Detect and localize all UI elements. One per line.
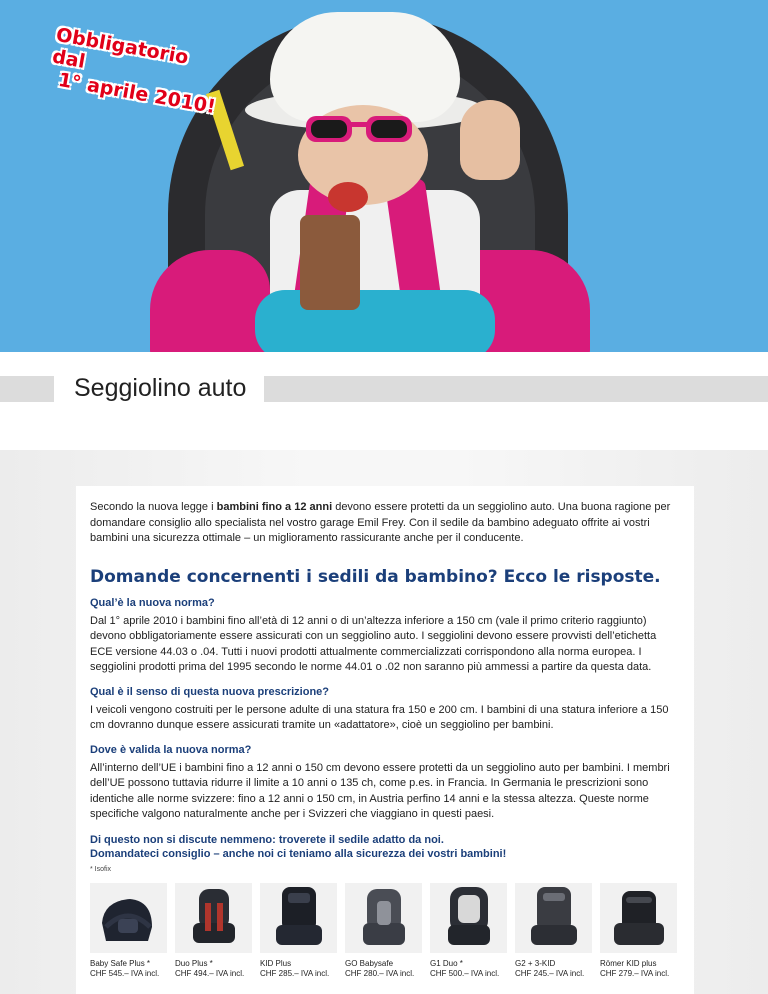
faq-item bbox=[90, 686, 680, 734]
booster-seat-icon bbox=[260, 883, 337, 953]
product-price: CHF 500.– IVA incl. bbox=[430, 969, 500, 978]
sunglasses-icon bbox=[300, 108, 420, 148]
product-image bbox=[90, 883, 167, 953]
badge-line-1: Obbligatorio dal bbox=[50, 23, 191, 73]
product-image bbox=[345, 883, 422, 953]
product-image bbox=[430, 883, 507, 953]
seat-side-pad-left bbox=[150, 250, 270, 352]
content-card bbox=[76, 486, 694, 994]
infant-carrier-icon bbox=[90, 883, 167, 953]
product-price: CHF 285.– IVA incl. bbox=[260, 969, 330, 978]
faq-answer: All’interno dell’UE i bambini fino a 12 anni o 150 cm devono essere protetti da un seggiolino auto per bambini. I membri dell’UE possono tuttavia ridurre il limite a 10 anni o 135 ch, come p.es. in Francia. In Germania le prescrizioni sono identiche alle norme svizzere: fino a 12 anni o 150 cm, in Austria perfino 14 anni e la stessa altezza. Queste norme specifiche valgono naturalmente anche per i Svizzeri che viaggiano in questi paesi. bbox=[90, 761, 670, 820]
title-bar-right bbox=[264, 376, 768, 402]
product-name: Duo Plus * bbox=[175, 959, 213, 968]
product-image bbox=[260, 883, 337, 953]
product-name: Baby Safe Plus * bbox=[90, 959, 151, 968]
badge-line-2: 1° aprile 2010! bbox=[56, 68, 218, 119]
intro-paragraph bbox=[90, 500, 680, 547]
product-card bbox=[515, 883, 592, 979]
faq-question: Dove è valida la nuova norma? bbox=[90, 743, 252, 756]
product-price: CHF 280.– IVA incl. bbox=[345, 969, 415, 978]
call-to-action bbox=[90, 833, 680, 862]
mandatory-badge bbox=[44, 24, 225, 132]
product-name: G2 + 3-KID bbox=[515, 959, 556, 968]
child-seat-icon bbox=[345, 883, 422, 953]
product-row bbox=[90, 883, 680, 979]
product-name: KID Plus bbox=[260, 959, 292, 968]
isofix-note: * Isofix bbox=[90, 865, 112, 873]
product-image bbox=[600, 883, 677, 953]
product-price: CHF 545.– IVA incl. bbox=[90, 969, 160, 978]
faq-answer: Dal 1° aprile 2010 i bambini fino all’età di 12 anni o di un’altezza inferiore a 150 cm (vale il primo criterio raggiunto) devono obbligatoriamente essere assicurati con un seggiolino auto. I seggiolini devono essere provvisti dell’etichetta ECE versione 44.03 o .04. Tutti i nuovi prodotti attualmente commercializzati corrispondono alla norma europea. I seggiolini prodotti prima del 1995 secondo le norme 44.01 o .02 non saranno più ammessi a partire da questa data. bbox=[90, 614, 657, 673]
faq-question: Qual è il senso di questa nuova prescrizione? bbox=[90, 685, 330, 698]
thumbs-up-hand bbox=[460, 100, 520, 180]
title-bar-left bbox=[0, 376, 54, 402]
product-card bbox=[430, 883, 507, 979]
product-card bbox=[175, 883, 252, 979]
product-price: CHF 279.– IVA incl. bbox=[600, 969, 670, 978]
faq-item bbox=[90, 597, 680, 676]
product-image bbox=[175, 883, 252, 953]
faq-answer: I veicoli vengono costruiti per le persone adulte di una statura fra 150 e 200 cm. I bambini di una statura inferiore a 150 cm dovranno dunque essere assicurati tramite un «adattatore», cioè un seggiolino per bambini. bbox=[90, 703, 669, 731]
intro-before: Secondo la nuova legge i bbox=[90, 501, 217, 513]
booster-seat-icon bbox=[600, 883, 677, 953]
child-shorts bbox=[255, 290, 495, 352]
product-price: CHF 245.– IVA incl. bbox=[515, 969, 585, 978]
product-card bbox=[345, 883, 422, 979]
child-seat-icon bbox=[175, 883, 252, 953]
product-card bbox=[90, 883, 167, 979]
product-name: GO Babysafe bbox=[345, 959, 394, 968]
faq-heading: Domande concernenti i sedili da bambino? Ecco le risposte. bbox=[90, 566, 661, 587]
product-name: G1 Duo * bbox=[430, 959, 463, 968]
product-price: CHF 494.– IVA incl. bbox=[175, 969, 245, 978]
drink-can bbox=[300, 215, 360, 310]
faq-item bbox=[90, 744, 680, 823]
cta-line-1: Di questo non si discute nemmeno: troverete il sedile adatto da noi. bbox=[90, 833, 444, 846]
product-card bbox=[260, 883, 337, 979]
cta-line-2: Domandateci consiglio – anche noi ci teniamo alla sicurezza dei vostri bambini! bbox=[90, 848, 507, 860]
faq-question: Qual’è la nuova norma? bbox=[90, 596, 215, 609]
intro-bold: bambini fino a 12 anni bbox=[216, 501, 333, 513]
intro-after: devono essere protetti da un seggiolino auto. Una buona ragione per domandare consiglio allo specialista nel vostro garage Emil Frey. Con il sedile da bambino adeguato offrite ai vostri bambini una sicurezza ottimale – un miglioramento rassicurante anche per il conducente. bbox=[90, 501, 671, 544]
hero-photo bbox=[0, 0, 768, 352]
flower-decoration bbox=[328, 182, 368, 212]
product-name: Römer KID plus bbox=[600, 959, 657, 968]
product-card bbox=[600, 883, 677, 979]
page-title: Seggiolino auto bbox=[74, 374, 247, 402]
product-image bbox=[515, 883, 592, 953]
booster-seat-icon bbox=[515, 883, 592, 953]
child-seat-icon bbox=[430, 883, 507, 953]
